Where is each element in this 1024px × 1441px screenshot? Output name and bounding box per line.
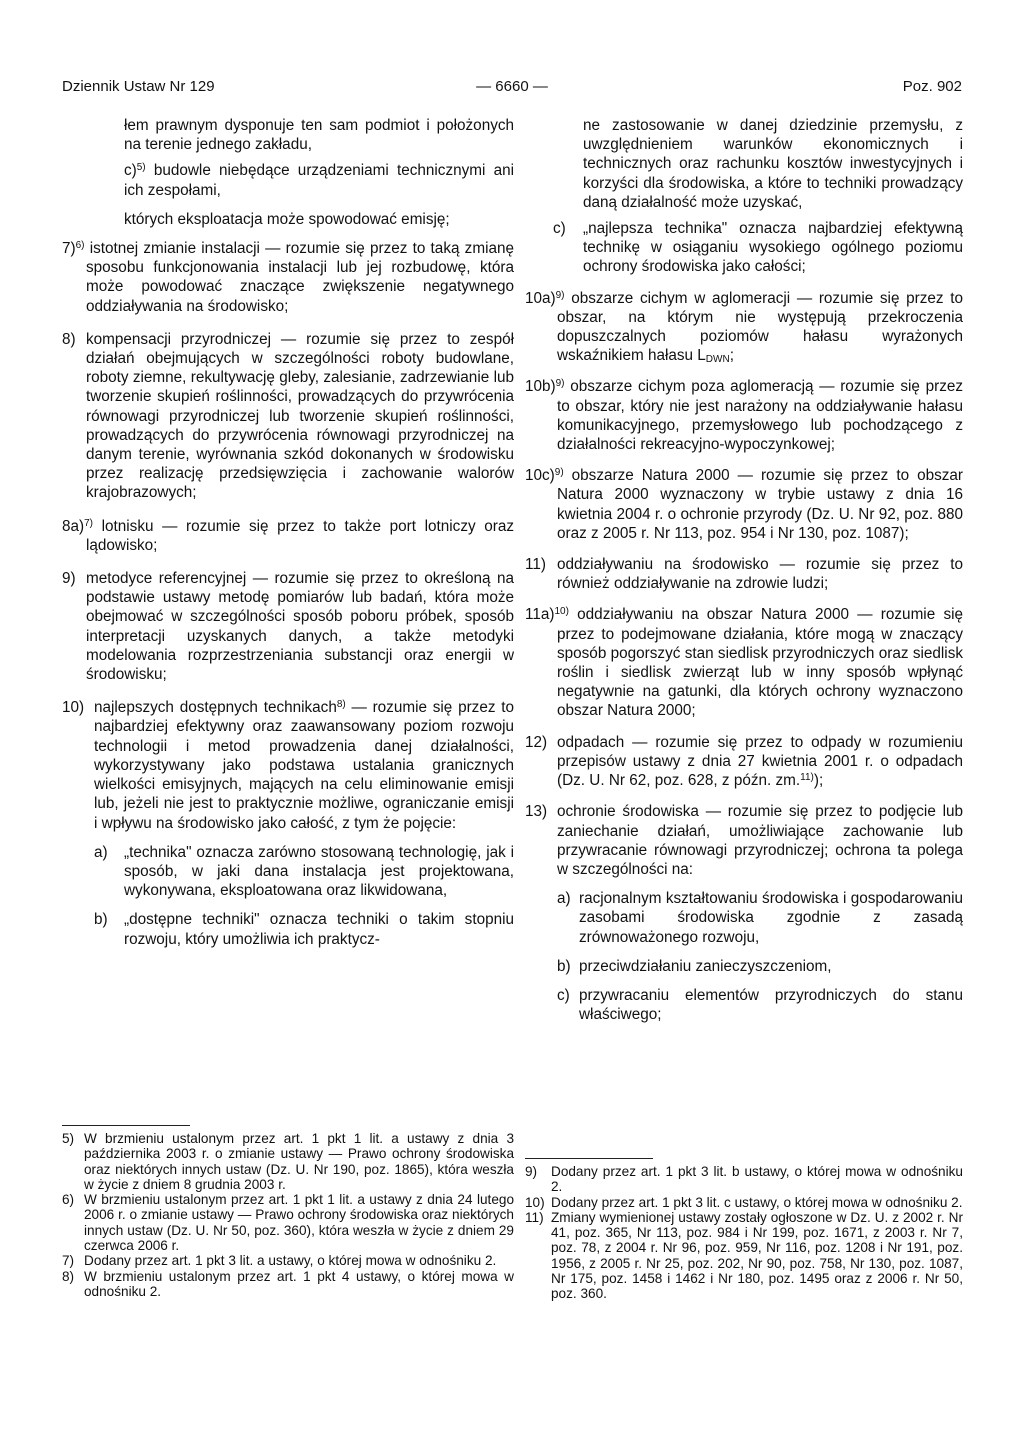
item-label: 12) (525, 733, 548, 751)
item-label: 10) (62, 699, 85, 717)
footnote-ref: 9) (555, 289, 565, 301)
footnote-separator (62, 1125, 190, 1126)
item-label: 8a) (62, 517, 85, 535)
footnote-text: Dodany przez art. 1 pkt 3 lit. a ustawy, o której mowa w odnośniku 2. (84, 1253, 497, 1269)
item-10c (525, 466, 963, 543)
footnote-ref: 7) (84, 517, 94, 529)
footnote-ref: 8) (336, 699, 346, 711)
item-label: 11a) (525, 606, 555, 624)
item-c (553, 219, 963, 277)
item-label: 10a) (525, 289, 556, 307)
item-text: obszarze Natura 2000 — rozumie się przez to obszar Natura 2000 wyznaczony w trybie ustawy z dnia 16 kwietnia 2004 r. o ochronie przyrody (Dz. U. Nr 92, poz. 880 oraz z 2005 r. Nr 113, poz. 954 i Nr 130, poz. 1087); (557, 467, 963, 542)
position-number: Poz. 902 (902, 78, 962, 95)
footnote-label: 8) (62, 1268, 75, 1284)
item-13 (525, 802, 963, 879)
item-12: 12) odpadach — rozumie się przez to odpady w rozumieniu przepisów ustawy z dnia 27 kwietnia 2001 r. o odpadach (Dz. U. Nr 62, poz. 628, z późn. zm.$^{11)}$); (525, 733, 963, 790)
footnotes-left (62, 1125, 514, 1299)
item-text: oddziaływaniu na środowisko — rozumie się przez to również oddziaływanie na zdrowie ludzi; (557, 556, 963, 593)
item-label: 11) (525, 556, 546, 574)
footnote-text: W brzmieniu ustalonym przez art. 1 pkt 4 ustawy, o której mowa w odnośniku 2. (84, 1268, 514, 1299)
item-8 (62, 330, 514, 503)
footnote-text: Dodany przez art. 1 pkt 3 lit. c ustawy, o której mowa w odnośniku 2. (551, 1194, 963, 1210)
item-label: 7) (62, 240, 76, 258)
right-column (525, 116, 963, 1024)
footnote-label: 6) (62, 1192, 75, 1208)
item-text: „dostępne techniki" oznacza techniki o takim stopniu rozwoju, który umożliwia ich praktycz- (124, 911, 514, 948)
item-text: oddziaływaniu na obszar Natura 2000 — rozumie się przez to podejmowane działania, które mogą w znaczący sposób pogorszyć stan siedlisk przyrodniczych oraz siedlisk roślin i siedlisk zwierząt lub w inny sposób wpłynąć negatywnie na gatunki, dla których ochrony wyznaczono obszar Natura 2000; (557, 606, 963, 720)
page-number: — 6660 — (476, 78, 548, 95)
item-label: c) (557, 986, 570, 1004)
footnote-ref: 10) (554, 606, 569, 618)
footnote-label: 10) (525, 1194, 545, 1210)
item-11 (525, 555, 963, 593)
item-label: 9) (62, 570, 76, 588)
item-text: najlepszych dostępnych technikach (94, 699, 337, 717)
paragraph: których eksploatacja może spowodować emisję; (124, 210, 450, 228)
footnote-ref: 11) (800, 772, 814, 784)
item-text: odpadach — rozumie się przez to odpady w rozumieniu przepisów ustawy z dnia 27 kwietnia 2001 r. o odpadach (Dz. U. Nr 62, poz. 628, z późn. zm. (557, 733, 963, 790)
footnote-text: Dodany przez art. 1 pkt 3 lit. b ustawy, o której mowa w odnośniku 2. (551, 1164, 963, 1195)
subitem-a (94, 843, 514, 901)
item-label: b) (94, 911, 108, 929)
item-label: 10c) (525, 467, 555, 485)
indicator-subscript: DWN (705, 354, 730, 366)
item-label: c) (124, 162, 137, 180)
item-9 (62, 569, 514, 684)
item-label: 8) (62, 330, 76, 348)
footnote (525, 1195, 963, 1210)
item-label: b) (557, 957, 571, 975)
item-text: obszarze cichym poza aglomeracją — rozumie się przez to obszar, który nie jest narażony na oddziaływanie hałasu komunikacyjnego, przemysłowego lub pochodzącego z działalności rekreacyjno-wypoczynkowej; (557, 378, 963, 454)
item-text: lotnisku — rozumie się przez to także port lotniczy oraz lądowisko; (86, 517, 514, 554)
item-text: racjonalnym kształtowaniu środowiska i gospodarowaniu zasobami środowiska zgodnie z zasadą zrównoważonego rozwoju, (579, 890, 963, 946)
footnote-ref: 5) (136, 162, 146, 174)
item-text: „technika" oznacza zarówno stosowaną technologię, jak i sposób, w jaki dana instalacja jest projektowana, wykonywana, eksploatowana oraz likwidowana, (124, 843, 514, 900)
footnote (62, 1253, 514, 1268)
item-10 (62, 698, 514, 832)
footnote-label: 9) (525, 1164, 538, 1179)
subitem-b (557, 957, 963, 976)
item-10b (525, 377, 963, 454)
item-10a: 10a)$^{9)}$ obszarze cichym w aglomeracji — rozumie się przez to obszar, na którym nie występują przekroczenia dopuszczalnych poziomów hałasu wyrażonych wskaźnikiem hałasu $L_{DWN}$; (525, 289, 963, 366)
item-text: obszarze cichym w aglomeracji — rozumie się przez to obszar, na którym nie występują przekroczenia dopuszczalnych poziomów hałasu wyrażonych wskaźnikiem hałasu L (557, 289, 963, 365)
item-8a (62, 517, 514, 555)
item-label: a) (557, 890, 571, 908)
footnote-ref: 9) (555, 378, 565, 390)
item-text: „najlepsza technika" oznacza najbardziej efektywną technikę w osiąganiu wysokiego ogólnego poziomu ochrony środowiska jako całości; (583, 220, 963, 276)
journal-title: Dziennik Ustaw Nr 129 (62, 78, 215, 95)
item-11a (525, 605, 963, 720)
subitem-c (557, 986, 963, 1024)
item-text: metodyce referencyjnej — rozumie się przez to określoną na podstawie ustawy metodę pomiarów lub badań, która może obejmować w szczególności sposób poboru próbek, sposób interpretacji uzyskanych danych, a także metodyki modelowania rozprzestrzeniania substancji oraz energii w środowisku; (86, 570, 514, 684)
paragraph-continuation: łem prawnym dysponuje ten sam podmiot i położonych na terenie jednego zakładu, (124, 117, 514, 154)
subitem-b (94, 910, 514, 948)
item-label: c) (553, 220, 566, 238)
footnotes-right (525, 1158, 963, 1302)
footnote-text: W brzmieniu ustalonym przez art. 1 pkt 1 lit. a ustawy z dnia 24 lutego 2006 r. o zmianie ustawy — Prawo ochrony środowiska oraz niektórych innych ustaw (Dz. U. Nr 50, poz. 360), która weszła w życie z dniem 29 czerwca 2006 r. (84, 1192, 514, 1254)
footnote (525, 1210, 963, 1302)
footnote-ref: 6) (75, 240, 85, 252)
footnote-label: 5) (62, 1131, 75, 1146)
item-text: przywracaniu elementów przyrodniczych do stanu właściwego; (579, 986, 963, 1024)
item-text: istotnej zmianie instalacji — rozumie się przez to taką zmianę sposobu funkcjonowania instalacji lub jej rozbudowę, która może powodować znaczące zwiększenie negatywnego oddziaływania na środowisko; (84, 240, 514, 315)
item-c (124, 161, 514, 199)
item-text: przeciwdziałaniu zanieczyszczeniom, (579, 957, 832, 975)
left-column (62, 116, 514, 949)
item-label: 10b) (525, 378, 556, 396)
footnote-ref: 9) (554, 467, 564, 479)
footnote (62, 1269, 514, 1300)
footnote-text: Zmiany wymienionej ustawy zostały ogłoszone w Dz. U. z 2002 r. Nr 41, poz. 365, Nr 113, poz. 984 i Nr 199, poz. 1671, z 2003 r. Nr 7, poz. 78, z 2004 r. Nr 96, poz. 959, Nr 116, poz. 1208 i Nr 191, poz. 1956, z 2005 r. Nr 25, poz. 202, Nr 90, poz. 758, Nr 130, poz. 1087, Nr 175, poz. 1458 i 1462 i Nr 180, poz. 1495 oraz z 2006 r. Nr 50, poz. 360. (551, 1209, 963, 1302)
subitem-a (557, 889, 963, 947)
item-text: budowle niebędące urządzeniami technicznymi ani ich zespołami, (124, 162, 514, 199)
footnote-label: 7) (62, 1253, 75, 1269)
item-text: ochronie środowiska — rozumie się przez to podjęcie lub zaniechanie działań, umożliwiające zachowanie lub przywracanie równowagi przyrodniczej; ochrona ta polega w szczególności na: (557, 803, 963, 878)
paragraph-continuation: ne zastosowanie w danej dziedzinie przemysłu, z uwzględnieniem warunków ekonomicznych i technicznych oraz rachunku kosztów inwestycyjnych i korzyści dla środowiska, a które to techniki prowadzący daną działalność może uzyskać, (583, 117, 963, 211)
item-7 (62, 239, 514, 316)
item-text-cont: — rozumie się przez to najbardziej efektywny oraz zaawansowany poziom rozwoju technologii i metod prowadzenia danej działalności, wykorzystywany jako podstawa ustalania granicznych wielkości emisyjnych, mających na celu eliminowanie emisji lub, jeżeli nie jest to praktycznie możliwe, ograniczanie emisji i wpływu na środowisko jako całość, z tym że pojęcie: (94, 699, 514, 832)
item-label: a) (94, 843, 108, 861)
footnote (62, 1192, 514, 1253)
item-text: kompensacji przyrodniczej — rozumie się przez to zespół działań obejmujących w szczególności roboty budowlane, roboty ziemne, rekultywację gleby, zalesianie, zadrzewianie lub tworzenie skupień roślinności, prowadzących do przywrócenia równowagi przyrodniczej lub tworzenie skupień roślinności, prowadzących do przywrócenia równowagi przyrodniczej na danym terenie, wyrównania szkód dokonanych w środowisku przez realizację przedsięwzięcia i zachowanie walorów krajobrazowych; (86, 330, 514, 502)
footnote-separator (525, 1158, 653, 1159)
footnote (62, 1131, 514, 1192)
footnote (525, 1164, 963, 1195)
item-label: 13) (525, 803, 548, 821)
footnote-label: 11) (525, 1209, 544, 1225)
footnote-text: W brzmieniu ustalonym przez art. 1 pkt 1 lit. a ustawy z dnia 3 października 2003 r. o zmianie ustawy — Prawo ochrony środowiska oraz niektórych innych ustaw (Dz. U. Nr 190, poz. 1865), która weszła w życie z dniem 8 grudnia 2003 r. (84, 1131, 514, 1192)
